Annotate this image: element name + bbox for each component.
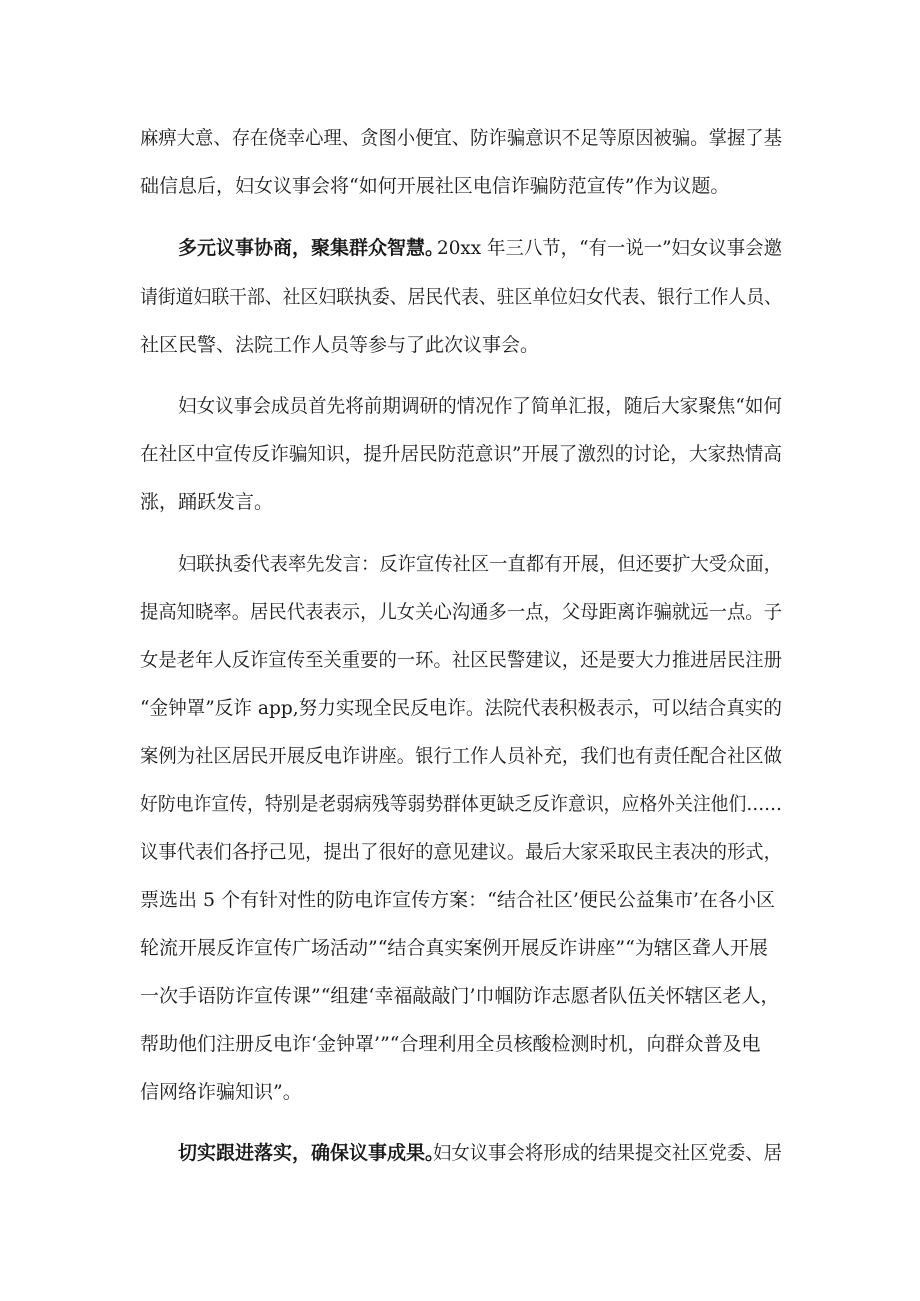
paragraph-4-line-2: [0, 597, 920, 627]
text-line: 础信息后，妇女议事会将“如何开展社区电信诈骗防范宣传”作为议题。: [140, 175, 730, 197]
paragraph-2-line-3: [0, 330, 920, 360]
paragraph-3-line-2: [0, 439, 920, 469]
paragraph-3-line-1: [0, 391, 920, 421]
section-heading-bold: 多元议事协商，聚集群众智慧。: [178, 237, 445, 259]
text-line: 在社区中宣传反诈骗知识，提升居民防范意识”开展了激烈的讨论，大家热情高: [140, 443, 783, 465]
text-line: 好防电诈宣传，特别是老弱病残等弱势群体更缺乏反诈意识，应格外关注他们……: [140, 793, 783, 815]
text-line: 票选出 5 个有针对性的防电诈宣传方案：“结合社区’便民公益集市’在各小区: [140, 889, 775, 911]
paragraph-4-line-4: [0, 693, 920, 723]
paragraph-5-line-1: [0, 1138, 920, 1168]
paragraph-4-line-1: [0, 549, 920, 579]
text-line: 妇联执委代表率先发言：反诈宣传社区一直都有开展，但还要扩大受众面，: [178, 553, 783, 575]
section-heading-bold: 切实跟进落实，确保议事成果。: [178, 1142, 445, 1164]
paragraph-3-line-3: [0, 487, 920, 517]
text-line: “金钟罩”反诈 app,努力实现全民反电诈。法院代表积极表示，可以结合真实的: [140, 697, 782, 719]
text-line: 麻痹大意、存在侥幸心理、贪图小便宜、防诈骗意识不足等原因被骗。掌握了基: [140, 127, 783, 149]
paragraph-4-line-10: [0, 981, 920, 1011]
text-line: 涨，踊跃发言。: [140, 491, 274, 513]
text-line: 妇女议事会将形成的结果提交社区党委、居: [433, 1142, 782, 1164]
text-line: 女是老年人反诈宣传至关重要的一环。社区民警建议，还是要大力推进居民注册: [140, 649, 783, 671]
text-line: 轮流开展反诈宣传广场活动”“结合真实案例开展反诈讲座”“为辖区聋人开展: [140, 937, 768, 959]
paragraph-4-line-12: [0, 1077, 920, 1107]
paragraph-4-line-3: [0, 645, 920, 675]
paragraph-4-line-6: [0, 789, 920, 819]
text-line: 请街道妇联干部、社区妇联执委、居民代表、驻区单位妇女代表、银行工作人员、: [140, 286, 783, 308]
text-line: 议事代表们各抒己见，提出了很好的意见建议。最后大家采取民主表决的形式，: [140, 841, 783, 863]
paragraph-4-line-9: [0, 933, 920, 963]
paragraph-4-line-11: [0, 1029, 920, 1059]
paragraph-4-line-8: [0, 885, 920, 915]
text-line: 提高知晓率。居民代表表示，儿女关心沟通多一点，父母距离诈骗就远一点。子: [140, 601, 783, 623]
paragraph-2-line-2: [0, 282, 920, 312]
paragraph-1-line-1: [0, 123, 920, 153]
text-line: 妇女议事会成员首先将前期调研的情况作了简单汇报，随后大家聚焦“如何: [178, 395, 783, 417]
text-line: 信网络诈骗知识”。: [140, 1081, 302, 1103]
text-line: 社区民警、法院工作人员等参与了此次议事会。: [140, 334, 540, 356]
text-line: 一次手语防诈宣传课”“组建‘幸福敲敲门’巾帼防诈志愿者队伍关怀辖区老人，: [140, 985, 780, 1007]
paragraph-1-line-2: [0, 171, 920, 201]
text-line: 帮助他们注册反电诈‘金钟罩’”“合理利用全员核酸检测时机，向群众普及电: [140, 1033, 761, 1055]
paragraph-2-line-1: [0, 233, 920, 263]
text-line: 20xx 年三八节，“有一说一”妇女议事会邀: [437, 237, 783, 259]
paragraph-4-line-7: [0, 837, 920, 867]
text-line: 案例为社区居民开展反电诈讲座。银行工作人员补充，我们也有责任配合社区做: [140, 745, 783, 767]
paragraph-4-line-5: [0, 741, 920, 771]
